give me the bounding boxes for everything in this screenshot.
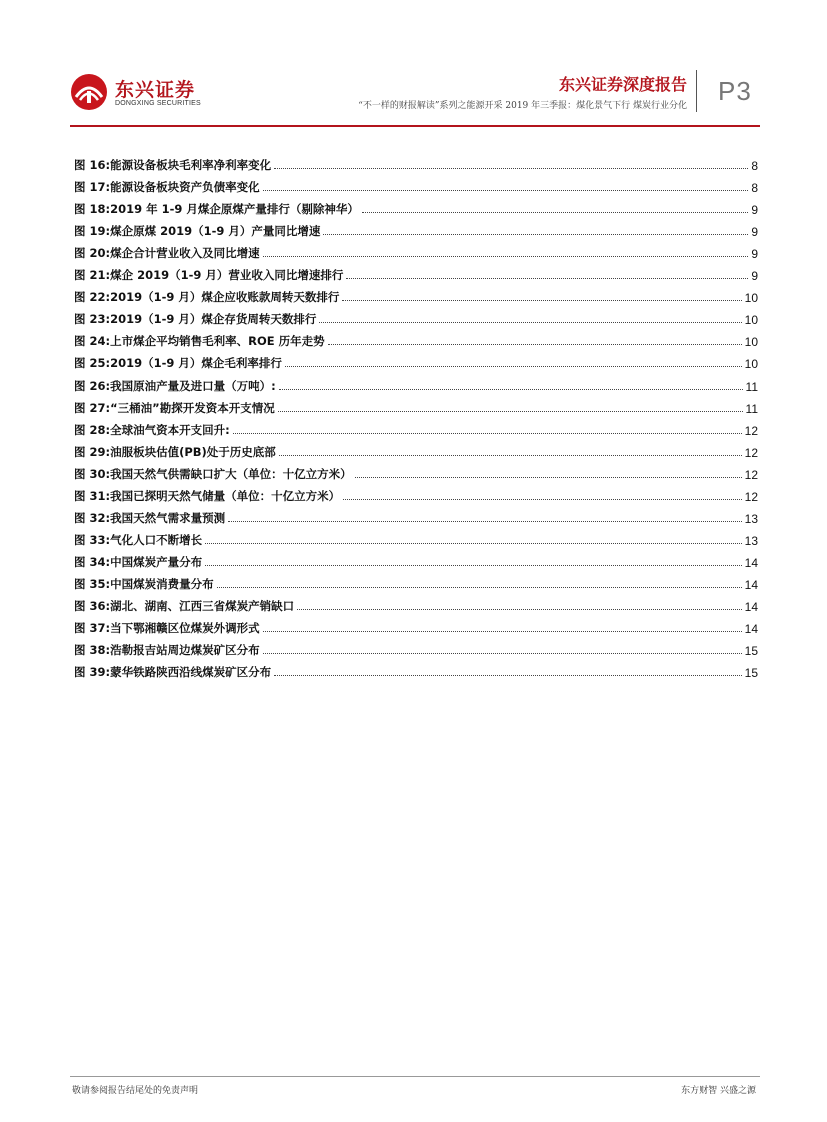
toc-entry[interactable]: [74, 570, 758, 592]
toc-entry-label[interactable]: 图 33:气化人口不断增长: [74, 532, 203, 547]
toc-entry-label[interactable]: 图 27:“三桶油”勘探开发资本开支情况: [74, 400, 275, 415]
toc-dot-leader: [205, 542, 742, 544]
toc-dot-leader: [297, 608, 742, 610]
toc-entry-label[interactable]: 图 28:全球油气资本开支回升:: [74, 422, 230, 437]
toc-entry[interactable]: [74, 371, 758, 393]
toc-entry[interactable]: [74, 548, 758, 570]
report-title: 东兴证券深度报告: [558, 75, 687, 94]
header-rule: [70, 125, 760, 127]
toc-entry-page: 14: [744, 599, 758, 614]
header-divider: [696, 70, 697, 112]
toc-entry-label[interactable]: 图 38:浩勒报吉站周边煤炭矿区分布: [74, 643, 260, 658]
toc-dot-leader: [319, 321, 741, 323]
toc-entry-label[interactable]: 图 23:2019（1-9 月）煤企存货周转天数排行: [74, 312, 317, 327]
toc-dot-leader: [355, 476, 742, 478]
toc-entry-label[interactable]: 图 20:煤企合计营业收入及同比增速: [74, 246, 260, 261]
toc-entry[interactable]: [74, 195, 758, 217]
toc-entry-page: 12: [744, 445, 758, 460]
toc-entry-label[interactable]: 图 19:煤企原煤 2019（1-9 月）产量同比增速: [74, 224, 321, 239]
toc-entry-page: 10: [744, 291, 758, 306]
toc-entry-page: 8: [751, 181, 758, 196]
toc-entry[interactable]: [74, 394, 758, 416]
toc-dot-leader: [274, 167, 748, 169]
toc-entry[interactable]: [74, 217, 758, 239]
toc-entry-page: 12: [744, 467, 758, 482]
toc-entry-label[interactable]: 图 17:能源设备板块资产负债率变化: [74, 180, 260, 195]
toc-dot-leader: [278, 410, 743, 412]
toc-dot-leader: [346, 277, 748, 279]
toc-entry-page: 13: [744, 511, 758, 526]
logo-company-cn: 东兴证券: [115, 79, 196, 101]
toc-dot-leader: [279, 388, 743, 390]
toc-dot-leader: [263, 255, 749, 257]
toc-entry-page: 15: [744, 644, 758, 659]
footer-slogan: 东方财智 兴盛之源: [681, 1086, 756, 1096]
footer-disclaimer: 敬请参阅报告结尾处的免责声明: [72, 1086, 199, 1096]
logo-mark-icon: [70, 73, 108, 111]
toc-entry-page: 9: [751, 225, 758, 240]
toc-entry[interactable]: [74, 658, 758, 680]
toc-entry-page: 10: [744, 335, 758, 350]
toc-entry[interactable]: [74, 283, 758, 305]
toc-dot-leader: [285, 365, 742, 367]
toc-entry-label[interactable]: 图 31:我国已探明天然气储量（单位：十亿立方米）: [74, 488, 341, 503]
toc-dot-leader: [205, 564, 742, 566]
toc-entry[interactable]: [74, 614, 758, 636]
toc-dot-leader: [342, 299, 741, 301]
page-number: P3: [718, 76, 752, 106]
toc-entry[interactable]: [74, 636, 758, 658]
toc-entry-page: 11: [745, 379, 758, 394]
toc-entry-page: 14: [744, 577, 758, 592]
toc-entry-label[interactable]: 图 21:煤企 2019（1-9 月）营业收入同比增速排行: [74, 268, 344, 283]
toc-entry-page: 10: [744, 357, 758, 372]
toc-entry-page: 9: [751, 247, 758, 262]
toc-entry-label[interactable]: 图 16:能源设备板块毛利率净利率变化: [74, 158, 272, 173]
toc-dot-leader: [263, 189, 749, 191]
toc-entry-page: 12: [744, 489, 758, 504]
figure-index: [74, 151, 758, 680]
toc-entry-page: 14: [744, 622, 758, 637]
toc-entry[interactable]: [74, 327, 758, 349]
toc-dot-leader: [343, 498, 742, 500]
toc-entry-label[interactable]: 图 30:我国天然气供需缺口扩大（单位：十亿立方米）: [74, 466, 352, 481]
report-subtitle: “不一样的财报解读”系列之能源开采 2019 年三季报：煤化景气下行 煤炭行业分化: [358, 101, 687, 111]
toc-entry-page: 14: [744, 555, 758, 570]
company-logo: [70, 73, 210, 113]
toc-entry-label[interactable]: 图 39:蒙华铁路陕西沿线煤炭矿区分布: [74, 665, 272, 680]
toc-entry-label[interactable]: 图 37:当下鄂湘赣区位煤炭外调形式: [74, 621, 260, 636]
toc-entry-label[interactable]: 图 18:2019 年 1-9 月煤企原煤产量排行（剔除神华）: [74, 202, 359, 217]
toc-dot-leader: [279, 454, 742, 456]
toc-entry-page: 11: [745, 401, 758, 416]
toc-entry-label[interactable]: 图 24:上市煤企平均销售毛利率、ROE 历年走势: [74, 334, 325, 349]
toc-entry-label[interactable]: 图 29:油服板块估值(PB)处于历史底部: [74, 444, 276, 459]
toc-dot-leader: [328, 343, 742, 345]
toc-entry[interactable]: [74, 349, 758, 371]
toc-entry-page: 9: [751, 269, 758, 284]
toc-dot-leader: [233, 432, 742, 434]
toc-entry-label[interactable]: 图 36:湖北、湖南、江西三省煤炭产销缺口: [74, 598, 295, 613]
toc-dot-leader: [217, 586, 742, 588]
toc-entry-page: 8: [751, 159, 758, 174]
toc-entry[interactable]: [74, 438, 758, 460]
toc-entry[interactable]: [74, 239, 758, 261]
toc-entry-page: 10: [744, 313, 758, 328]
toc-entry-label[interactable]: 图 32:我国天然气需求量预测: [74, 510, 226, 525]
toc-entry[interactable]: [74, 504, 758, 526]
toc-dot-leader: [323, 233, 748, 235]
toc-entry-page: 13: [744, 533, 758, 548]
toc-dot-leader: [362, 211, 748, 213]
toc-entry-label[interactable]: 图 35:中国煤炭消费量分布: [74, 576, 214, 591]
toc-entry-label[interactable]: 图 22:2019（1-9 月）煤企应收账款周转天数排行: [74, 290, 340, 305]
logo-company-en: DONGXING SECURITIES: [115, 100, 201, 107]
toc-entry-label[interactable]: 图 34:中国煤炭产量分布: [74, 554, 203, 569]
toc-entry[interactable]: [74, 305, 758, 327]
toc-entry-page: 9: [751, 203, 758, 218]
toc-entry-label[interactable]: 图 26:我国原油产量及进口量（万吨）:: [74, 378, 276, 393]
toc-dot-leader: [263, 652, 742, 654]
toc-entry[interactable]: [74, 416, 758, 438]
footer-rule: [70, 1076, 760, 1077]
toc-dot-leader: [228, 520, 742, 522]
toc-entry[interactable]: [74, 482, 758, 504]
toc-entry[interactable]: [74, 592, 758, 614]
toc-entry-page: 12: [744, 423, 758, 438]
toc-entry-page: 15: [744, 666, 758, 681]
toc-entry[interactable]: [74, 173, 758, 195]
toc-entry[interactable]: [74, 526, 758, 548]
page-header: [0, 0, 827, 128]
toc-dot-leader: [274, 674, 742, 676]
toc-dot-leader: [263, 630, 742, 632]
toc-entry[interactable]: [74, 261, 758, 283]
toc-entry-label[interactable]: 图 25:2019（1-9 月）煤企毛利率排行: [74, 356, 282, 371]
toc-entry[interactable]: [74, 151, 758, 173]
toc-entry[interactable]: [74, 460, 758, 482]
